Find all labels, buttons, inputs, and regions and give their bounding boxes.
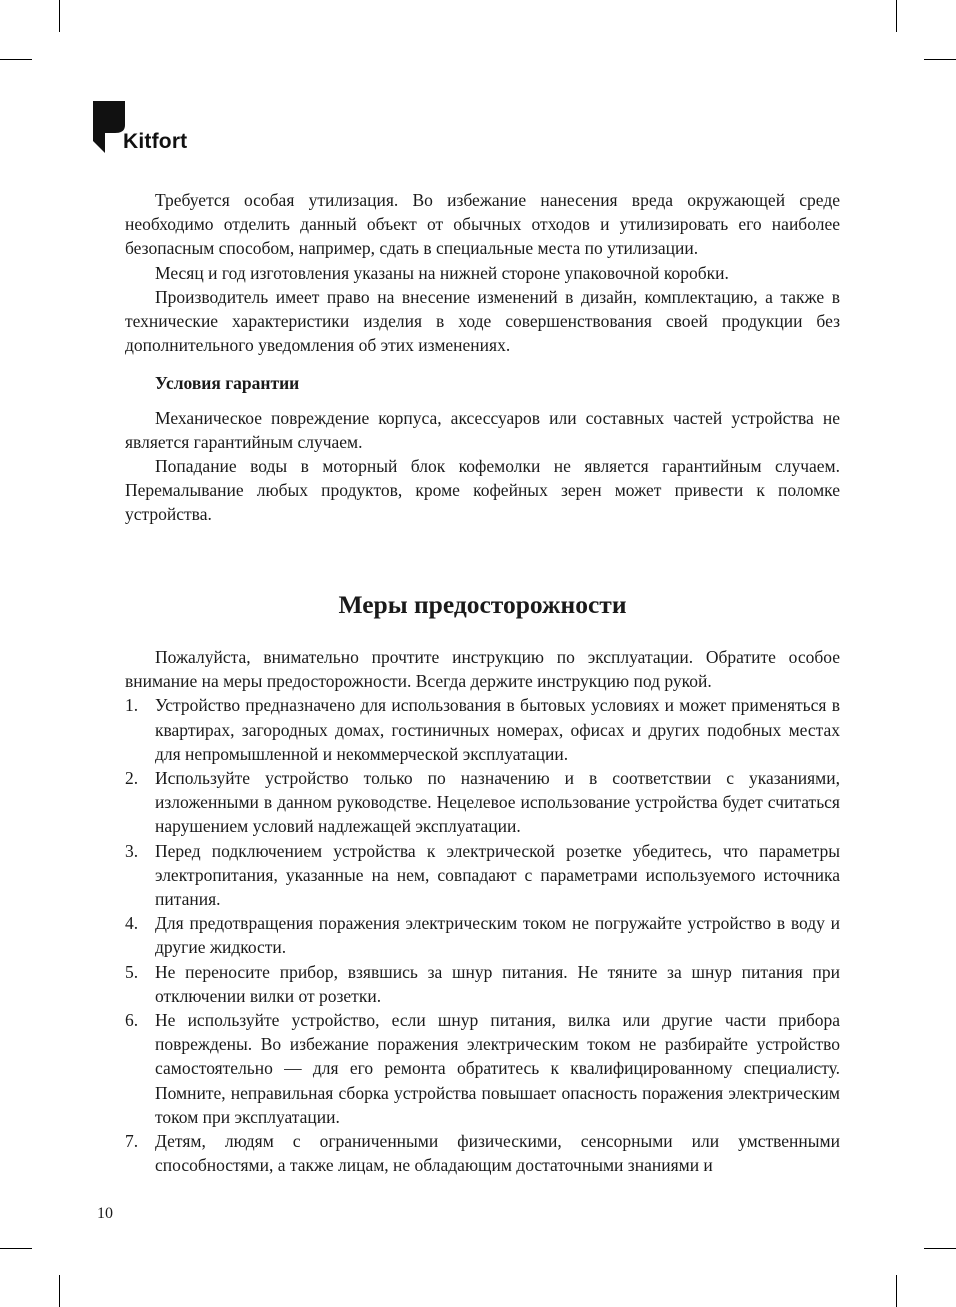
crop-mark [0, 59, 32, 60]
warranty-paragraph: Механическое повреждение корпуса, аксессуаров или составных частей устройства не является гарантийным случаем. [125, 407, 840, 452]
intro-paragraph: Месяц и год изготовления указаны на нижней стороне упаковочной коробки. [155, 262, 729, 283]
list-item-number: 5. [125, 961, 139, 982]
list-item-number: 6. [125, 1010, 139, 1031]
list-item-text: Устройство предназначено для использования в бытовых условиях и может применяться в квартирах, загородных домах, гостиничных номерах, офисах и других подобных местах для непромышленной и некоммерческой эксплуатации. [155, 695, 840, 764]
list-item [125, 1129, 840, 1177]
warranty-title: Условия гарантии [155, 373, 300, 394]
list-item-number: 7. [125, 1131, 139, 1152]
crop-mark [0, 1248, 32, 1249]
precautions-intro: Пожалуйста, внимательно прочтите инструкцию по эксплуатации. Обратите особое внимание на меры предосторожности. Всегда держите инструкцию под рукой. [125, 647, 840, 692]
list-item [125, 960, 840, 1008]
list-item-text: Не используйте устройство, если шнур питания, вилка или другие части прибора повреждены. Во избежание поражения электрическим током не разбирайте устройство самостоятельно — для его ремонта обратитесь к квалифицированному специалисту. Помните, неправильная сборка устройства повышает опасность поражения электрическим током при эксплуатации. [155, 1010, 840, 1127]
crop-mark [896, 1275, 897, 1307]
list-item-number: 3. [125, 840, 139, 861]
list-item [125, 766, 840, 839]
list-item-text: Перед подключением устройства к электрической розетке убедитесь, что параметры электропитания, указанные на нем, совпадают с параметрами используемого источника питания. [155, 840, 840, 910]
brand-mark-icon [93, 101, 127, 157]
section-heading: Меры предосторожности [338, 590, 627, 619]
precautions-list [125, 693, 840, 1177]
crop-mark [896, 0, 897, 32]
brand-logo [93, 101, 203, 157]
intro-section [125, 188, 840, 527]
list-item [125, 839, 840, 912]
page-number: 10 [97, 1205, 113, 1222]
list-item [125, 1008, 840, 1129]
warranty-paragraph: Попадание воды в моторный блок кофемолки не является гарантийным случаем. Перемалывание любых продуктов, кроме кофейных зерен может привести к поломке устройства. [125, 456, 840, 525]
crop-mark [924, 59, 956, 60]
brand-name: Kitfort [123, 130, 188, 153]
list-item-number: 1. [125, 695, 139, 716]
list-item [125, 693, 840, 766]
list-item [125, 911, 840, 959]
list-item-number: 2. [125, 768, 139, 789]
list-item-text: Используйте устройство только по назначению и в соответствии с указаниями, изложенными в данном руководстве. Нецелевое использование устройства будет считаться нарушением условий надлежащей эксплуатации. [155, 768, 840, 837]
precautions-section [125, 645, 840, 1177]
crop-mark [59, 1275, 60, 1307]
list-item-text: Для предотвращения поражения электрическим током не погружайте устройство в воду и другие жидкости. [155, 913, 840, 958]
list-item-number: 4. [125, 913, 139, 934]
intro-paragraph: Производитель имеет право на внесение изменений в дизайн, комплектацию, а также в технические характеристики изделия в ходе совершенствования своей продукции без дополнительного уведомления об этих изменениях. [125, 286, 840, 356]
list-item-text: Детям, людям с ограниченными физическими, сенсорными или умственными способностями, а также лицам, не обладающим достаточными знаниями и [155, 1131, 840, 1176]
intro-paragraph: Требуется особая утилизация. Во избежание нанесения вреда окружающей среде необходимо отделить данный объект от обычных отходов и утилизировать его наиболее безопасным способом, например, сдать в специальные места по утилизации. [125, 190, 840, 259]
list-item-text: Не переносите прибор, взявшись за шнур питания. Не тяните за шнур питания при отключении вилки от розетки. [155, 961, 840, 1006]
crop-mark [924, 1248, 956, 1249]
crop-mark [59, 0, 60, 32]
